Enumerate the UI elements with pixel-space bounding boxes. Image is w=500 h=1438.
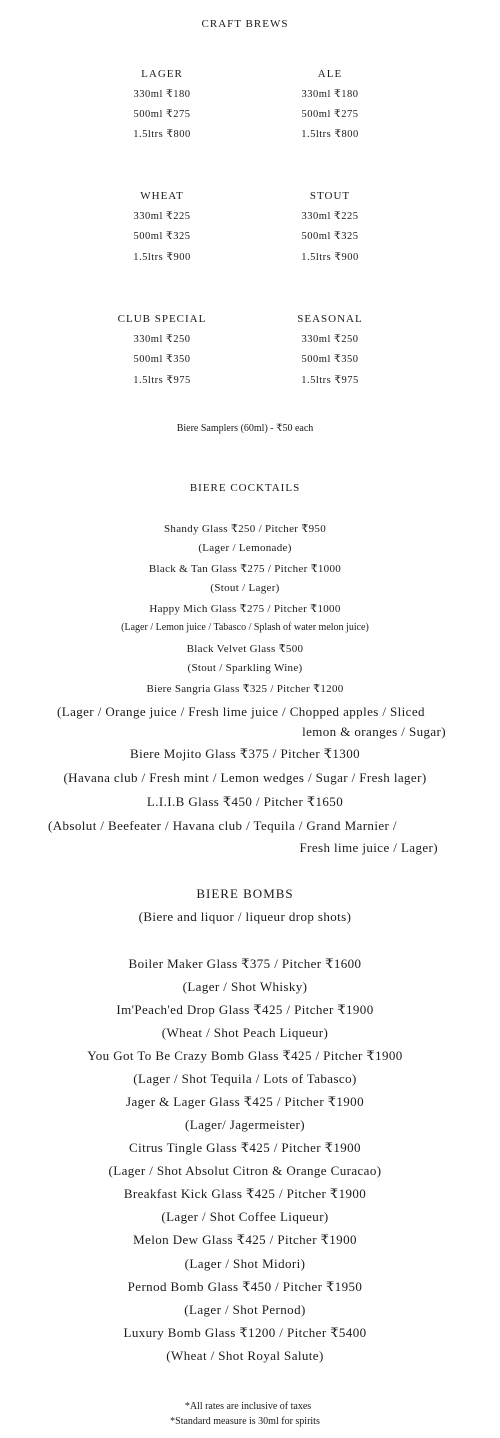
bomb-line: (Lager / Shot Coffee Liqueur) bbox=[161, 1209, 329, 1224]
cocktail-line: Black & Tan Glass ₹275 / Pitcher ₹1000 bbox=[148, 563, 342, 575]
sangria-description-cont: lemon & oranges / Sugar) bbox=[302, 724, 446, 739]
brew-price: 500ml ₹350 bbox=[133, 354, 191, 365]
bomb-line: (Lager / Shot Absolut Citron & Orange Curacao) bbox=[108, 1163, 382, 1178]
brew-price: 330ml ₹225 bbox=[301, 211, 359, 222]
cocktail-line: (Lager / Lemon juice / Tabasco / Splash of water melon juice) bbox=[121, 622, 369, 633]
bomb-line: Boiler Maker Glass ₹375 / Pitcher ₹1600 bbox=[128, 956, 362, 971]
bomb-line: (Lager / Shot Pernod) bbox=[184, 1302, 306, 1317]
brew-price: 500ml ₹275 bbox=[133, 109, 191, 120]
lilb-description: (Absolut / Beefeater / Havana club / Tequila / Grand Marnier / bbox=[48, 818, 397, 833]
bomb-line: Breakfast Kick Glass ₹425 / Pitcher ₹1900 bbox=[123, 1186, 367, 1201]
brew-name: LAGER bbox=[141, 68, 183, 80]
brew-price: 330ml ₹250 bbox=[301, 334, 359, 345]
bombs-title: BIERE BOMBS bbox=[196, 886, 294, 901]
bomb-line: (Lager / Shot Tequila / Lots of Tabasco) bbox=[133, 1071, 357, 1086]
brew-price: 1.5ltrs ₹900 bbox=[301, 252, 359, 263]
cocktail-line: (Stout / Sparkling Wine) bbox=[187, 662, 303, 674]
brew-price: 1.5ltrs ₹975 bbox=[133, 375, 191, 386]
cocktail-line: Happy Mich Glass ₹275 / Pitcher ₹1000 bbox=[149, 603, 341, 615]
brew-name: CLUB SPECIAL bbox=[117, 313, 207, 325]
craft-brews-title: CRAFT BREWS bbox=[201, 18, 289, 30]
bombs-subtitle: (Biere and liquor / liqueur drop shots) bbox=[138, 909, 352, 924]
brew-price: 330ml ₹250 bbox=[133, 334, 191, 345]
brew-price: 500ml ₹325 bbox=[301, 231, 359, 242]
brew-price: 330ml ₹225 bbox=[133, 211, 191, 222]
brew-price: 500ml ₹325 bbox=[133, 231, 191, 242]
brew-name: ALE bbox=[317, 68, 343, 80]
bomb-line: Melon Dew Glass ₹425 / Pitcher ₹1900 bbox=[133, 1232, 357, 1247]
sangria-description: (Lager / Orange juice / Fresh lime juice / Chopped apples / Sliced bbox=[57, 704, 425, 719]
bomb-line: Pernod Bomb Glass ₹450 / Pitcher ₹1950 bbox=[127, 1279, 363, 1294]
cocktail-line: Shandy Glass ₹250 / Pitcher ₹950 bbox=[163, 523, 327, 535]
brew-name: STOUT bbox=[309, 190, 351, 202]
bomb-line: (Lager / Shot Midori) bbox=[184, 1256, 306, 1271]
brew-price: 330ml ₹180 bbox=[301, 89, 359, 100]
bomb-line: (Wheat / Shot Peach Liqueur) bbox=[161, 1025, 329, 1040]
cocktail-line: Biere Sangria Glass ₹325 / Pitcher ₹1200 bbox=[146, 683, 344, 695]
bomb-line: (Lager/ Jagermeister) bbox=[185, 1117, 305, 1132]
bomb-line: Citrus Tingle Glass ₹425 / Pitcher ₹1900 bbox=[129, 1140, 361, 1155]
brew-name: SEASONAL bbox=[297, 313, 363, 325]
brew-price: 1.5ltrs ₹800 bbox=[133, 129, 191, 140]
brew-price: 500ml ₹350 bbox=[301, 354, 359, 365]
brew-name: WHEAT bbox=[140, 190, 184, 202]
lilb-line: L.I.I.B Glass ₹450 / Pitcher ₹1650 bbox=[146, 794, 344, 809]
brew-price: 1.5ltrs ₹900 bbox=[133, 252, 191, 263]
bomb-line: (Wheat / Shot Royal Salute) bbox=[166, 1348, 324, 1363]
brew-price: 1.5ltrs ₹800 bbox=[301, 129, 359, 140]
footer-note-taxes: *All rates are inclusive of taxes bbox=[184, 1401, 312, 1412]
cocktail-line: (Lager / Lemonade) bbox=[198, 542, 292, 554]
cocktail-line: Black Velvet Glass ₹500 bbox=[186, 643, 304, 655]
cocktail-line: (Stout / Lager) bbox=[210, 582, 280, 594]
brew-price: 330ml ₹180 bbox=[133, 89, 191, 100]
bomb-line: Im'Peach'ed Drop Glass ₹425 / Pitcher ₹1900 bbox=[116, 1002, 374, 1017]
brew-price: 500ml ₹275 bbox=[301, 109, 359, 120]
lilb-description-cont: Fresh lime juice / Lager) bbox=[299, 840, 438, 855]
mojito-description: (Havana club / Fresh mint / Lemon wedges / Sugar / Fresh lager) bbox=[63, 770, 427, 785]
footer-note-measure: *Standard measure is 30ml for spirits bbox=[170, 1416, 320, 1427]
bomb-line: Luxury Bomb Glass ₹1200 / Pitcher ₹5400 bbox=[123, 1325, 367, 1340]
bomb-line: You Got To Be Crazy Bomb Glass ₹425 / Pitcher ₹1900 bbox=[87, 1048, 403, 1063]
bomb-line: Jager & Lager Glass ₹425 / Pitcher ₹1900 bbox=[126, 1094, 364, 1109]
mojito-line: Biere Mojito Glass ₹375 / Pitcher ₹1300 bbox=[129, 746, 361, 761]
cocktails-title: BIERE COCKTAILS bbox=[189, 482, 301, 494]
brew-price: 1.5ltrs ₹975 bbox=[301, 375, 359, 386]
bomb-line: (Lager / Shot Whisky) bbox=[182, 979, 308, 994]
samplers-note: Biere Samplers (60ml) - ₹50 each bbox=[176, 423, 314, 434]
